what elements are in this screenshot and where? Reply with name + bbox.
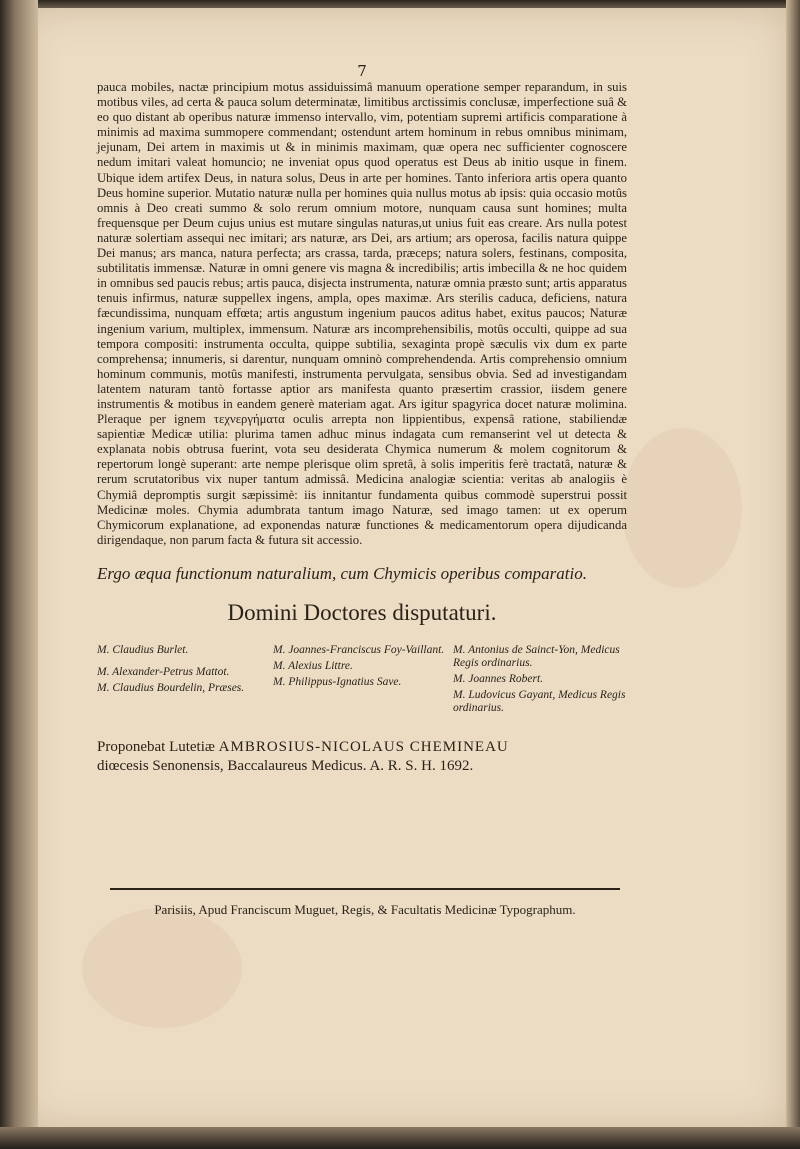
page-number: 7 [357,62,367,80]
doctor-name: M. Joannes Robert. [453,672,544,685]
proposal-details: diœcesis Senonensis, Baccalaureus Medicus. A. R. S. H. 1692. [97,757,474,774]
doctors-column-2 [273,644,453,718]
doctors-heading: Domini Doctores disputaturi. [227,599,497,625]
doctors-column-1 [97,644,273,718]
book-gutter [0,0,38,1149]
doctor-name: M. Antonius de Sainct-Yon, Medicus Regis ordinarius. [453,643,620,669]
horizontal-rule [110,888,620,890]
doctors-list [97,644,627,718]
doctor-name: M. Claudius Bourdelin, Præses. [97,681,245,694]
doctor-name: M. Claudius Burlet. [97,643,189,656]
paper-stain [82,908,242,1028]
doctor-name: M. Philippus-Ignatius Save. [273,675,402,688]
printer-imprint: Parisiis, Apud Franciscum Muguet, Regis, & Facultatis Medicinæ Typographum. [154,902,576,917]
doctors-column-3 [453,644,627,718]
conclusion-line: Ergo æqua functionum naturalium, cum Chymicis operibus comparatio. [97,563,587,583]
proposal-prefix: Proponebat Lutetiæ [97,738,215,755]
doctor-name: M. Joannes-Franciscus Foy-Vaillant. [273,643,445,656]
paper-stain [622,428,742,588]
candidate-name: AMBROSIUS-NICOLAUS CHEMINEAU [218,738,509,755]
page-content [97,62,627,776]
book-bottom-edge [0,1127,800,1149]
body-paragraph: pauca mobiles, nactæ principium motus assiduissimâ manuum operatione semper reparandum, in suis motibus viles, ad certa & pauca solum determinatæ, limitibus arctissimis conclusæ, imperfectione suâ & eo quo distant ab operibus naturæ immenso intervallo, vim, potentiam supremi artificis comparatione à minimis ad maxima summopere commendant; ostendunt artem hominum in rebus omnibus minimam, jejunam, Dei artem in maximis ut & in minimis maximam, quæ opera nec sufficienter cognoscere nedum imitari valeat homuncio; ne inveniat opus quod operatus est Deus ab initio usque in finem. Ubique idem artifex Deus, in natura solus, Deus in arte per homines. Tanto inferiora artis opera quanto Deus homine superior. Mutatio naturæ nulla per homines quia nullus motus ab ipsis: quia occasio motûs omnis à Deo creati summo & solo rerum omnium motore, nunquam causa sunt homines; multa frequensque per Deum cujus unius est mutare singulas naturas,ut unius fuit eas creare. Ars nulla potest naturæ solertiam assequi nec imitari; ars naturæ, ars Dei, ars artium; ars operosa, facilis natura quippe Dei manus; ars manca, natura perfecta; ars crassa, tarda, præceps; natura solers, festinans, composita, subtilitatis immensæ. Naturæ in omni genere vis magna & incredibilis; artis imbecilla & ne hoc quidem in omnibus sed paucis rebus; artis pauca, disjecta instrumenta, naturæ omnia præsto sunt; artis apparatus tenuis infirmus, naturæ suppellex ingens, ampla, opes maximæ. Ars sterilis caduca, deficiens, natura fæcundissima, nunquam effœta; artis angustum ingenium paucos aditus habet, exitus paucos; Naturæ ingenium varium, multiplex, immensum. Naturæ ars incomprehensibilis, motûs occulti, quippe ad sua tempora compositi: instrumenta occulta, quippe subtilia, sexaginta propè sæculis vix dum ex parte comprehensa; innumeris, si darentur, nunquam omninò comprehendenda. Artis comprehensio omnium hominum communis, motûs manifesti, instrumenta pervulgata, sensibus obvia. Sed ad investigandam latentem naturam tantò fortasse aptior ars manifesta quanto præsertim crassior, iisdem genere instrumentis & motibus in eandem generè materiam agat. Ars igitur spagyrica docet naturæ molimina. Pleraque per ignem τεχνεργήματα oculis arrepta non lippientibus, expensâ ratione, stabiliendæ sapientiæ Medicæ utilia: plurima tamen adhuc minus indagata cum remanserint vel ut detecta & explanata nobis obtrusa fuerint, vota seu desiderata Chymica numerum & molem cognitorum & repertorum longè superant: arte nempe plerisque olim spretâ, à solis imperitis ferè tractatâ, naturæ & rerum scrutatoribus vix nuper tantum admissâ. Medicina analogiæ scientia: veritas ab analogiis è Chymiâ depromptis surgit sæpissimè: iis innitantur fundamenta quibus commodè superstrui possit Medicinæ moles. Chymia adumbrata tantum imago Naturæ, sed imago tamen: ut ex operum Chymicorum explanatione, ad exponendas naturæ functiones & medicamentorum opera dijudicanda dirigendaque, non parum facta & futura sit accessio. [97,80,627,547]
doctor-name: M. Ludovicus Gayant, Medicus Regis ordinarius. [453,688,626,714]
doctor-name: M. Alexander-Petrus Mattot. [97,665,230,678]
proposal-block [97,738,627,776]
book-right-edge [786,0,800,1149]
doctor-name: M. Alexius Littre. [273,659,353,672]
